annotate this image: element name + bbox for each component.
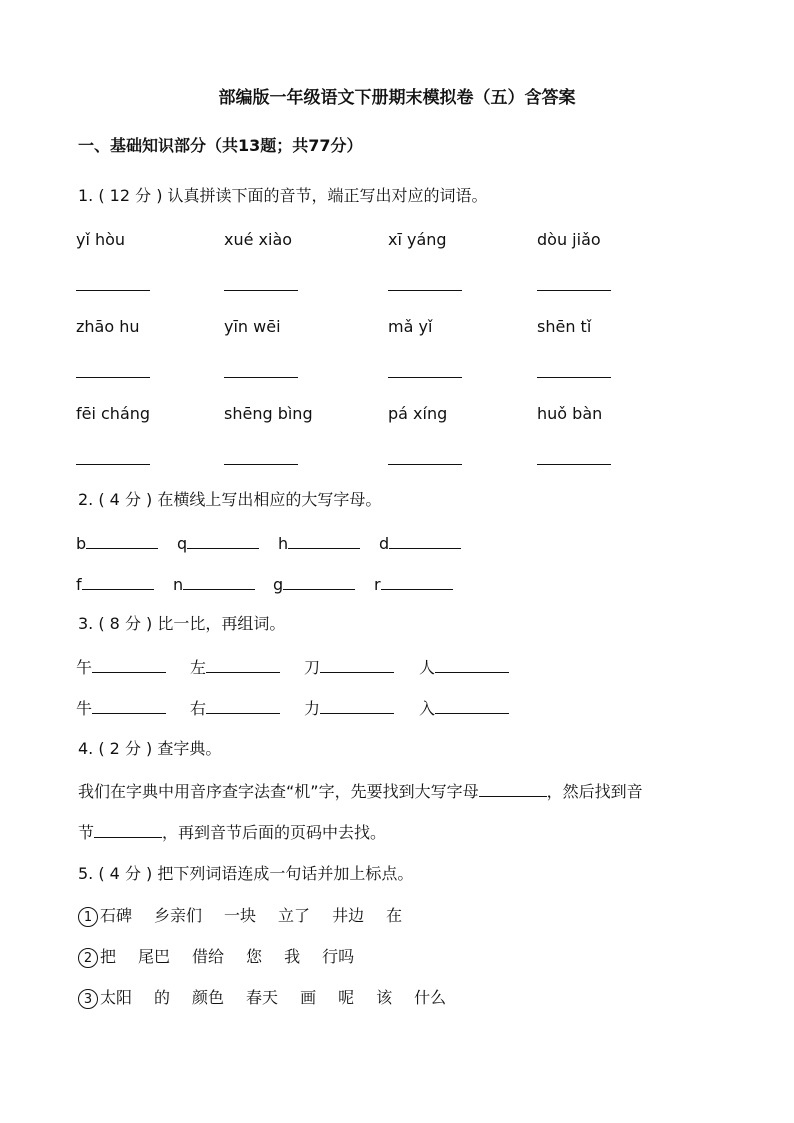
- word: 一块: [224, 906, 257, 925]
- word: 的: [154, 988, 171, 1007]
- answer-blank[interactable]: [224, 275, 298, 296]
- answer-blank[interactable]: [479, 781, 547, 797]
- word-list-row: [78, 987, 468, 1009]
- pinyin-item: zhāo hu: [76, 317, 140, 336]
- answer-blank[interactable]: [388, 362, 462, 383]
- letter-blank[interactable]: q: [177, 533, 259, 554]
- answer-blank[interactable]: [388, 449, 462, 470]
- word: 我: [284, 947, 301, 966]
- letter-blank[interactable]: n: [173, 574, 255, 595]
- word: 太阳: [100, 988, 133, 1007]
- pinyin-item: pá xíng: [388, 404, 448, 423]
- pinyin-item: yīn wēi: [224, 317, 281, 336]
- answer-blank[interactable]: [94, 822, 162, 838]
- word-list-row: [78, 946, 376, 968]
- word: 您: [246, 947, 263, 966]
- pinyin-item: shēng bìng: [224, 404, 313, 423]
- word: 借给: [192, 947, 225, 966]
- word: 把: [100, 947, 117, 966]
- word: 颜色: [192, 988, 225, 1007]
- pinyin-item: xī yáng: [388, 230, 447, 249]
- word: 立了: [278, 906, 311, 925]
- word-group-blank[interactable]: 力: [304, 698, 394, 719]
- answer-blank[interactable]: [76, 449, 150, 470]
- answer-blank[interactable]: [224, 362, 298, 383]
- word-group-blank[interactable]: 人: [419, 657, 509, 678]
- word: 该: [376, 988, 393, 1007]
- question-3-prompt: 3. ( 8 分 ) 比一比，再组词。: [78, 614, 286, 633]
- item-number: 2: [78, 948, 98, 968]
- pinyin-item: yǐ hòu: [76, 230, 126, 249]
- word-group-blank[interactable]: 左: [190, 657, 280, 678]
- question-5-prompt: 5. ( 4 分 ) 把下列词语连成一句话并加上标点。: [78, 864, 414, 883]
- letter-blank[interactable]: d: [379, 533, 461, 554]
- letter-blank[interactable]: b: [76, 533, 158, 554]
- word: 呢: [338, 988, 355, 1007]
- letter-blank[interactable]: f: [76, 574, 154, 595]
- page-title: 部编版一年级语文下册期末模拟卷（五）含答案: [218, 88, 576, 108]
- answer-blank[interactable]: [388, 275, 462, 296]
- word: 行吗: [322, 947, 355, 966]
- word: 画: [300, 988, 317, 1007]
- word: 石碑: [100, 906, 133, 925]
- answer-blank[interactable]: [537, 449, 611, 470]
- letter-blank[interactable]: h: [278, 533, 360, 554]
- item-number: 1: [78, 907, 98, 927]
- question-2-prompt: 2. ( 4 分 ) 在横线上写出相应的大写字母。: [78, 490, 382, 509]
- item-number: 3: [78, 989, 98, 1009]
- word-group-blank[interactable]: 午: [76, 657, 166, 678]
- question-4-text: 我们在字典中用音序查字法查“机”字，先要找到大写字母 ，然后找到音: [78, 782, 643, 801]
- word: 在: [386, 906, 403, 925]
- answer-blank[interactable]: [76, 275, 150, 296]
- word-group-blank[interactable]: 刀: [304, 657, 394, 678]
- question-4-text: 节 ，再到音节后面的页码中去找。: [78, 823, 387, 842]
- pinyin-item: shēn tǐ: [537, 317, 592, 336]
- pinyin-item: xué xiào: [224, 230, 293, 249]
- question-1-prompt: 1. ( 12 分 ) 认真拼读下面的音节，端正写出对应的词语。: [78, 186, 488, 205]
- answer-blank[interactable]: [224, 449, 298, 470]
- pinyin-item: mǎ yǐ: [388, 317, 433, 336]
- word: 井边: [332, 906, 365, 925]
- section-heading: 一、基础知识部分（共13题；共77分）: [78, 136, 363, 155]
- pinyin-item: fēi cháng: [76, 404, 151, 423]
- word: 春天: [246, 988, 279, 1007]
- word: 什么: [414, 988, 447, 1007]
- word: 乡亲们: [154, 906, 203, 925]
- letter-blank[interactable]: g: [273, 574, 355, 595]
- word: 尾巴: [138, 947, 171, 966]
- letter-blank[interactable]: r: [374, 574, 453, 595]
- word-group-blank[interactable]: 入: [419, 698, 509, 719]
- pinyin-item: huǒ bàn: [537, 404, 603, 423]
- word-group-blank[interactable]: 右: [190, 698, 280, 719]
- word-list-row: [78, 905, 424, 927]
- question-4-prompt: 4. ( 2 分 ) 查字典。: [78, 739, 222, 758]
- answer-blank[interactable]: [537, 362, 611, 383]
- pinyin-item: dòu jiǎo: [537, 230, 601, 249]
- answer-blank[interactable]: [537, 275, 611, 296]
- word-group-blank[interactable]: 牛: [76, 698, 166, 719]
- answer-blank[interactable]: [76, 362, 150, 383]
